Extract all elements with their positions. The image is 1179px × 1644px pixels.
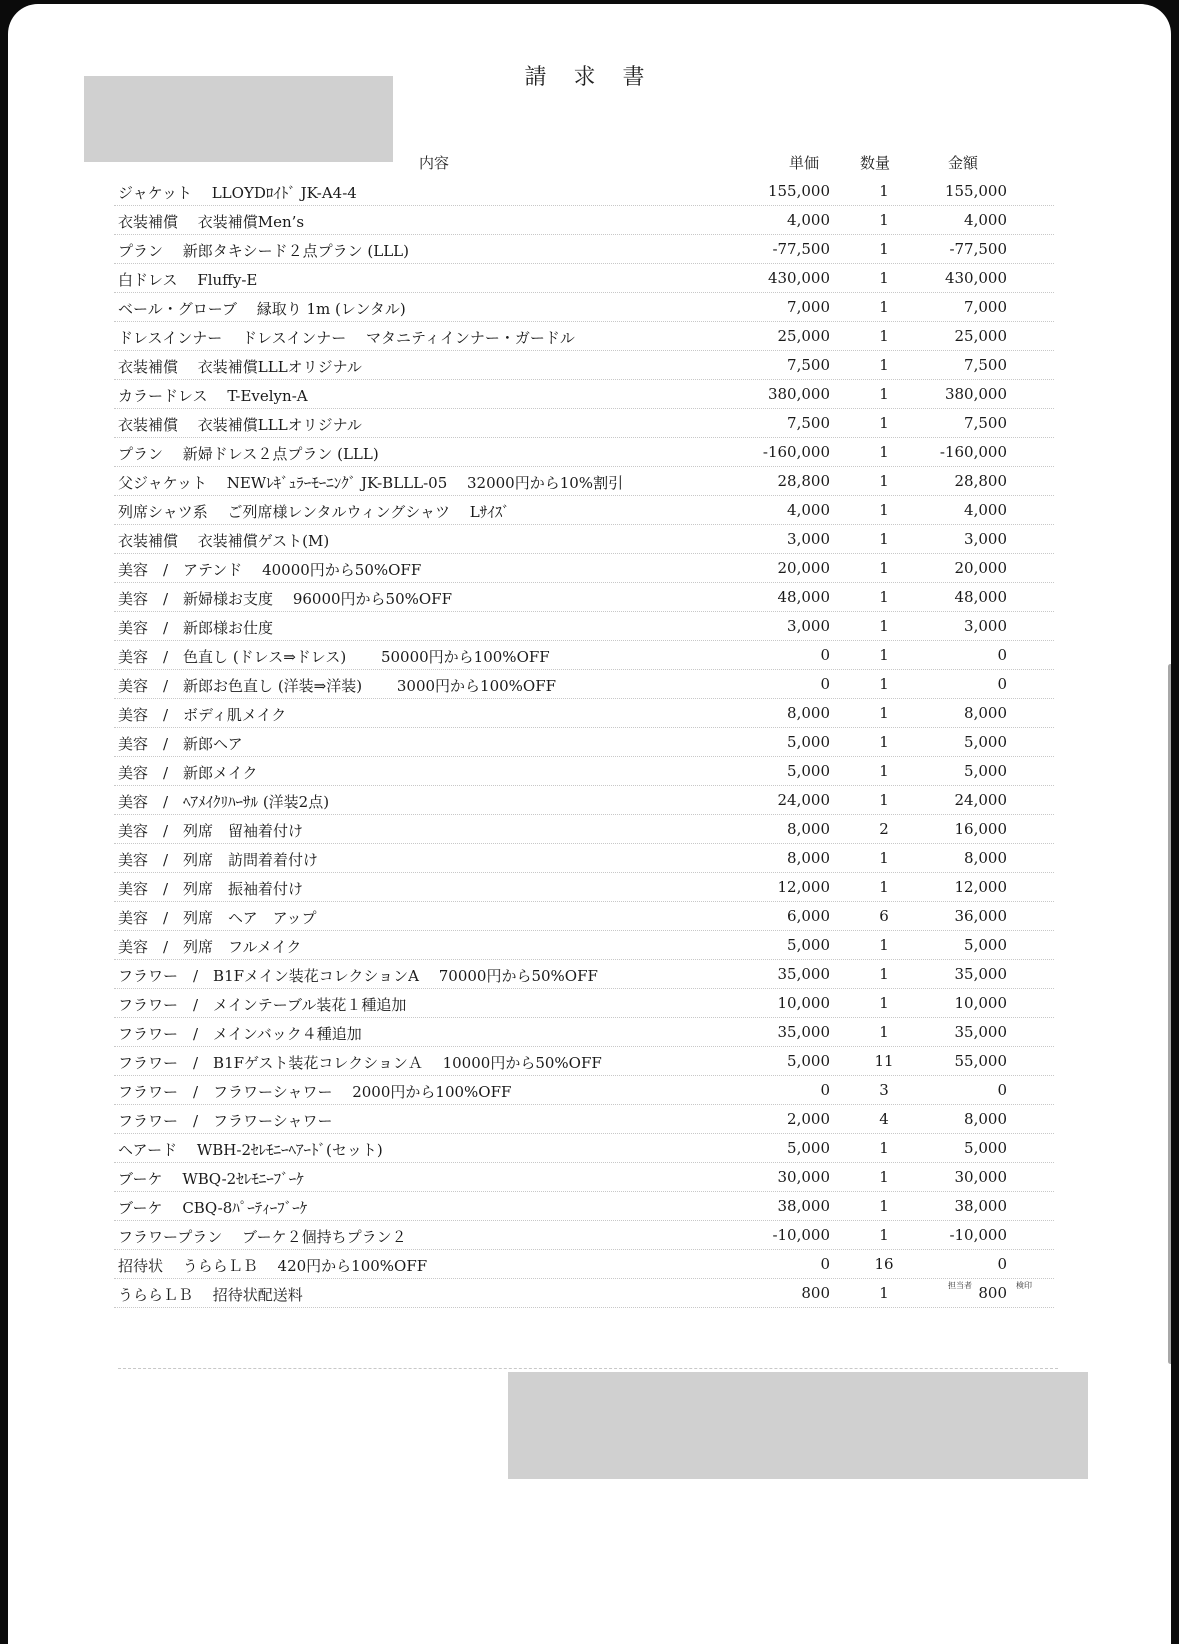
item-description: フラワー / メインテーブル装花１種追加 (118, 996, 407, 1014)
table-row (114, 206, 1054, 235)
item-quantity: 1 (879, 1197, 889, 1215)
item-amount: 20,000 (954, 559, 1007, 577)
table-row (114, 409, 1054, 438)
item-unit-price: 28,800 (777, 472, 830, 490)
item-amount: 4,000 (964, 501, 1007, 519)
redacted-block-bottom (508, 1372, 1088, 1479)
divider (118, 1368, 1058, 1369)
item-unit-price: 5,000 (787, 936, 830, 954)
header-unit-price: 単価 (789, 154, 820, 172)
table-row (114, 1018, 1054, 1047)
item-quantity: 1 (879, 1284, 889, 1302)
item-amount: 8,000 (964, 849, 1007, 867)
item-unit-price: 7,500 (787, 414, 830, 432)
item-description: 列席シャツ系 ご列席様レンタルウィングシャツ Lｻｲｽﾞ (118, 503, 510, 521)
table-row (114, 1250, 1054, 1279)
item-amount: 48,000 (954, 588, 1007, 606)
table-row (114, 1192, 1054, 1221)
table-row (114, 293, 1054, 322)
scrollbar[interactable] (1168, 664, 1171, 1364)
item-quantity: 1 (879, 472, 889, 490)
item-unit-price: 0 (820, 1255, 830, 1273)
item-quantity: 1 (879, 414, 889, 432)
item-unit-price: 5,000 (787, 1139, 830, 1157)
item-unit-price: 0 (820, 675, 830, 693)
item-quantity: 1 (879, 646, 889, 664)
item-description: ジャケット LLOYDﾛｲﾄﾞ JK-A4-4 (118, 184, 357, 202)
item-quantity: 3 (879, 1081, 889, 1099)
item-unit-price: 8,000 (787, 820, 830, 838)
item-description: 美容 / 列席 留袖着付け (118, 822, 304, 840)
table-row (114, 844, 1054, 873)
item-unit-price: 8,000 (787, 849, 830, 867)
item-description: 美容 / 新郎メイク (118, 764, 258, 782)
item-description: 父ジャケット NEWﾚｷﾞｭﾗｰﾓｰﾆﾝｸﾞ JK-BLLL-05 32000円から10%割引 (118, 474, 624, 492)
table-row (114, 1134, 1054, 1163)
item-description: 美容 / 色直し (ドレス⇒ドレス) 50000円から100%OFF (118, 648, 550, 666)
item-quantity: 11 (874, 1052, 894, 1070)
stamp-label-person: 担当者 (948, 1281, 972, 1290)
item-amount: 36,000 (954, 907, 1007, 925)
item-amount: 5,000 (964, 733, 1007, 751)
table-row (114, 351, 1054, 380)
item-description: 美容 / 新郎様お仕度 (118, 619, 274, 637)
item-amount: 25,000 (954, 327, 1007, 345)
item-quantity: 1 (879, 617, 889, 635)
item-amount: -77,500 (949, 240, 1007, 258)
item-amount: 7,500 (964, 414, 1007, 432)
item-quantity: 2 (879, 820, 889, 838)
item-description: フラワー / B1Fメイン装花コレクションA 70000円から50%OFF (118, 967, 598, 985)
item-unit-price: 10,000 (777, 994, 830, 1012)
table-row (114, 177, 1054, 206)
item-amount: 800 (978, 1284, 1007, 1302)
table-row (114, 1076, 1054, 1105)
table-row (114, 641, 1054, 670)
item-unit-price: 155,000 (767, 182, 830, 200)
item-description: 美容 / 列席 訪問着着付け (118, 851, 319, 869)
item-quantity: 1 (879, 588, 889, 606)
item-unit-price: 0 (820, 1081, 830, 1099)
item-description: 白ドレス Fluffy-E (118, 271, 258, 289)
stamp-label-seal: 検印 (1016, 1281, 1032, 1290)
item-amount: 35,000 (954, 965, 1007, 983)
item-quantity: 1 (879, 936, 889, 954)
item-description: 衣装補償 衣装補償LLLオリジナル (118, 358, 362, 376)
item-amount: 7,000 (964, 298, 1007, 316)
item-quantity: 1 (879, 704, 889, 722)
item-unit-price: 5,000 (787, 1052, 830, 1070)
item-amount: 5,000 (964, 936, 1007, 954)
item-quantity: 1 (879, 878, 889, 896)
item-amount: 10,000 (954, 994, 1007, 1012)
item-amount: 380,000 (944, 385, 1007, 403)
item-unit-price: 24,000 (777, 791, 830, 809)
item-quantity: 1 (879, 1168, 889, 1186)
invoice-page (8, 4, 1171, 1644)
item-description: 美容 / ボディ肌メイク (118, 706, 287, 724)
item-quantity: 6 (879, 907, 889, 925)
item-description: 衣装補償 衣装補償ゲスト(M) (118, 532, 330, 550)
item-quantity: 1 (879, 182, 889, 200)
item-amount: 0 (997, 1255, 1007, 1273)
item-quantity: 1 (879, 1023, 889, 1041)
item-amount: 5,000 (964, 762, 1007, 780)
item-quantity: 1 (879, 356, 889, 374)
item-unit-price: 4,000 (787, 211, 830, 229)
table-row (114, 786, 1054, 815)
table-row (114, 438, 1054, 467)
item-unit-price: -77,500 (772, 240, 830, 258)
item-description: 美容 / 列席 振袖着付け (118, 880, 304, 898)
item-amount: 8,000 (964, 704, 1007, 722)
item-description: プラン 新婦ドレス２点プラン (LLL) (118, 445, 379, 463)
item-unit-price: 35,000 (777, 1023, 830, 1041)
item-description: ブーケ WBQ-2ｾﾚﾓﾆｰﾌﾞｰｹ (118, 1170, 304, 1188)
table-row (114, 380, 1054, 409)
item-quantity: 1 (879, 675, 889, 693)
table-row (114, 264, 1054, 293)
table-row (114, 931, 1054, 960)
item-quantity: 1 (879, 298, 889, 316)
table-row (114, 1163, 1054, 1192)
table-row (114, 496, 1054, 525)
table-row (114, 525, 1054, 554)
item-amount: 0 (997, 675, 1007, 693)
item-unit-price: 20,000 (777, 559, 830, 577)
item-quantity: 1 (879, 269, 889, 287)
item-unit-price: 6,000 (787, 907, 830, 925)
item-unit-price: 3,000 (787, 617, 830, 635)
item-unit-price: 4,000 (787, 501, 830, 519)
item-amount: 3,000 (964, 617, 1007, 635)
item-amount: 0 (997, 646, 1007, 664)
item-unit-price: 5,000 (787, 733, 830, 751)
table-row (114, 583, 1054, 612)
item-unit-price: 35,000 (777, 965, 830, 983)
item-description: 美容 / アテンド 40000円から50%OFF (118, 561, 422, 579)
item-unit-price: 7,500 (787, 356, 830, 374)
table-row (114, 670, 1054, 699)
item-unit-price: 48,000 (777, 588, 830, 606)
invoice-title: 請 求 書 (524, 65, 655, 90)
item-description: 美容 / 新婦様お支度 96000円から50%OFF (118, 590, 452, 608)
item-quantity: 1 (879, 1139, 889, 1157)
item-unit-price: 800 (801, 1284, 830, 1302)
table-header (114, 149, 1054, 175)
item-quantity: 1 (879, 733, 889, 751)
item-quantity: 1 (879, 443, 889, 461)
item-description: フラワー / メインバック４種追加 (118, 1025, 362, 1043)
table-row (114, 815, 1054, 844)
table-row (114, 322, 1054, 351)
item-unit-price: 38,000 (777, 1197, 830, 1215)
item-amount: 3,000 (964, 530, 1007, 548)
item-unit-price: 0 (820, 646, 830, 664)
item-unit-price: 5,000 (787, 762, 830, 780)
item-amount: 28,800 (954, 472, 1007, 490)
item-amount: 7,500 (964, 356, 1007, 374)
item-description: ブーケ CBQ-8ﾊﾟｰﾃｨｰﾌﾞｰｹ (118, 1199, 308, 1217)
table-row (114, 1279, 1054, 1308)
item-description: ヘアード WBH-2ｾﾚﾓﾆｰﾍｱｰﾄﾞ(セット) (118, 1141, 383, 1159)
item-amount: 430,000 (944, 269, 1007, 287)
table-row (114, 873, 1054, 902)
table-row (114, 757, 1054, 786)
item-description: うららＬＢ 招待状配送料 (118, 1286, 303, 1304)
item-amount: 38,000 (954, 1197, 1007, 1215)
item-description: 美容 / 列席 フルメイク (118, 938, 302, 956)
item-description: 美容 / 新郎ヘア (118, 735, 243, 753)
item-quantity: 1 (879, 501, 889, 519)
item-quantity: 1 (879, 559, 889, 577)
item-amount: 30,000 (954, 1168, 1007, 1186)
header-amount: 金額 (948, 154, 979, 172)
item-description: 衣装補償 衣装補償LLLオリジナル (118, 416, 362, 434)
item-unit-price: 3,000 (787, 530, 830, 548)
table-row (114, 728, 1054, 757)
item-quantity: 1 (879, 1226, 889, 1244)
item-description: フラワー / フラワーシャワー 2000円から100%OFF (118, 1083, 512, 1101)
item-amount: 12,000 (954, 878, 1007, 896)
item-description: 招待状 うららＬＢ 420円から100%OFF (118, 1257, 428, 1275)
item-unit-price: 430,000 (767, 269, 830, 287)
item-quantity: 1 (879, 849, 889, 867)
item-quantity: 1 (879, 791, 889, 809)
table-row (114, 699, 1054, 728)
item-unit-price: 7,000 (787, 298, 830, 316)
item-amount: 16,000 (954, 820, 1007, 838)
item-amount: 24,000 (954, 791, 1007, 809)
item-quantity: 1 (879, 994, 889, 1012)
item-amount: -10,000 (949, 1226, 1007, 1244)
line-items (114, 177, 1054, 1308)
item-quantity: 1 (879, 965, 889, 983)
table-row (114, 960, 1054, 989)
item-quantity: 16 (874, 1255, 894, 1273)
item-unit-price: -160,000 (762, 443, 830, 461)
item-amount: 155,000 (944, 182, 1007, 200)
item-unit-price: 8,000 (787, 704, 830, 722)
item-unit-price: 25,000 (777, 327, 830, 345)
header-content: 内容 (419, 154, 450, 172)
item-amount: 8,000 (964, 1110, 1007, 1128)
item-unit-price: 380,000 (767, 385, 830, 403)
item-amount: 5,000 (964, 1139, 1007, 1157)
item-quantity: 1 (879, 385, 889, 403)
item-quantity: 1 (879, 211, 889, 229)
item-description: ベール・グローブ 縁取り 1m (レンタル) (118, 300, 406, 318)
item-description: 美容 / 新郎お色直し (洋装⇒洋装) 3000円から100%OFF (118, 677, 557, 695)
table-row (114, 989, 1054, 1018)
item-amount: 4,000 (964, 211, 1007, 229)
item-unit-price: 12,000 (777, 878, 830, 896)
item-quantity: 1 (879, 530, 889, 548)
table-row (114, 554, 1054, 583)
table-row (114, 612, 1054, 641)
item-description: 衣装補償 衣装補償Men’s (118, 213, 305, 231)
item-description: フラワー / B1Fゲスト装花コレクションＡ 10000円から50%OFF (118, 1054, 602, 1072)
item-quantity: 4 (879, 1110, 889, 1128)
item-description: ドレスインナー ドレスインナー マタニティインナー・ガードル (118, 329, 575, 347)
table-row (114, 1047, 1054, 1076)
item-description: フラワープラン ブーケ２個持ちプラン２ (118, 1228, 407, 1246)
item-quantity: 1 (879, 327, 889, 345)
item-description: 美容 / ﾍｱﾒｲｸﾘﾊｰｻﾙ (洋装2点) (118, 793, 330, 811)
item-description: フラワー / フラワーシャワー (118, 1112, 333, 1130)
item-unit-price: 2,000 (787, 1110, 830, 1128)
item-quantity: 1 (879, 762, 889, 780)
table-row (114, 1105, 1054, 1134)
item-amount: 55,000 (954, 1052, 1007, 1070)
item-description: プラン 新郎タキシード２点プラン (LLL) (118, 242, 409, 260)
item-amount: -160,000 (939, 443, 1007, 461)
item-description: 美容 / 列席 ヘア アップ (118, 909, 317, 927)
table-row (114, 1221, 1054, 1250)
item-amount: 35,000 (954, 1023, 1007, 1041)
table-row (114, 902, 1054, 931)
item-description: カラードレス T-Evelyn-A (118, 387, 308, 405)
item-unit-price: 30,000 (777, 1168, 830, 1186)
header-quantity: 数量 (860, 154, 891, 172)
item-quantity: 1 (879, 240, 889, 258)
table-row (114, 235, 1054, 264)
item-amount: 0 (997, 1081, 1007, 1099)
item-unit-price: -10,000 (772, 1226, 830, 1244)
table-row (114, 467, 1054, 496)
